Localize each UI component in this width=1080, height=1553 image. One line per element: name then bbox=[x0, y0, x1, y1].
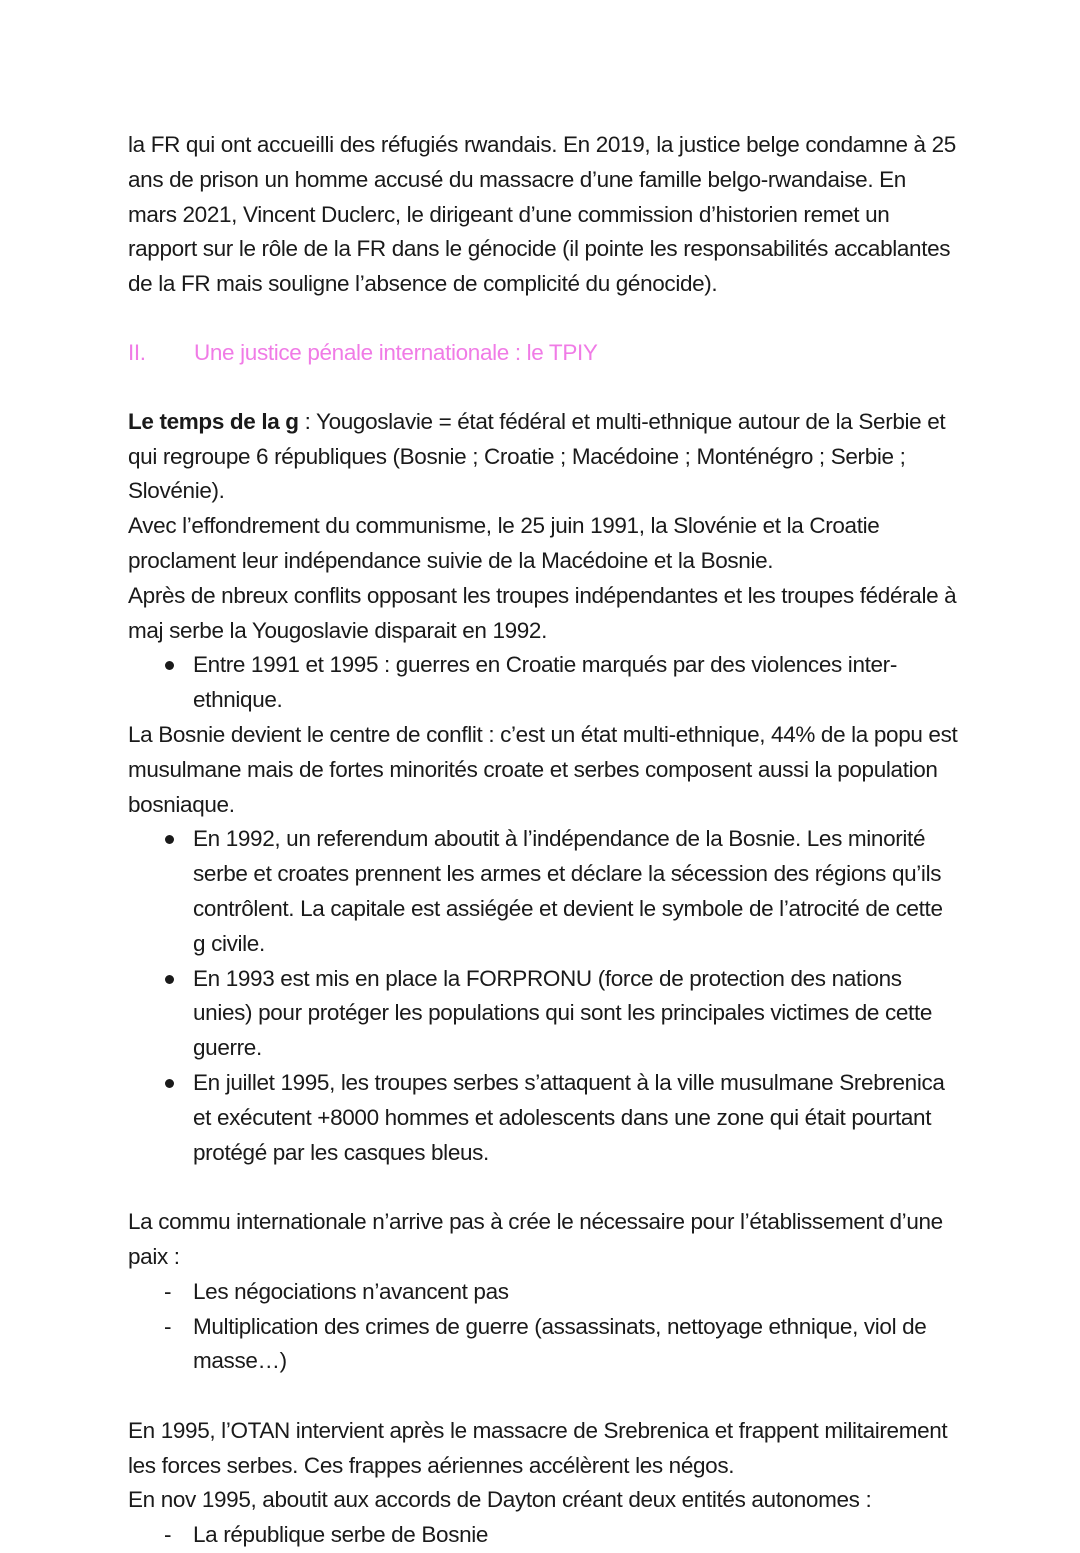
blank-line bbox=[128, 1170, 958, 1205]
list-item: En 1993 est mis en place la FORPRONU (force de protection des nations unies) pour protéger les populations qui sont les principales victimes de cette guerre. bbox=[128, 962, 958, 1066]
list-item: - La république serbe de Bosnie bbox=[128, 1518, 958, 1553]
list-item: Entre 1991 et 1995 : guerres en Croatie marqués par des violences inter-ethnique. bbox=[128, 648, 958, 718]
section-title: Une justice pénale internationale : le TPIY bbox=[194, 339, 598, 365]
conflicts-paragraph: Après de nbreux conflits opposant les troupes indépendantes et les troupes fédérale à maj serbe la Yougoslavie disparait en 1992. bbox=[128, 582, 957, 643]
commu-paragraph: La commu internationale n’arrive pas à crée le nécessaire pour l’établissement d’une paix : bbox=[128, 1209, 943, 1269]
croatia-bullet-list bbox=[128, 648, 958, 718]
section-heading bbox=[128, 336, 958, 371]
collapse-paragraph: Avec l’effondrement du communisme, le 25 juin 1991, la Slovénie et la Croatie proclament leur indépendance suivie de la Macédoine et la Bosnie. bbox=[128, 513, 880, 573]
list-item: - Multiplication des crimes de guerre (assassinats, nettoyage ethnique, viol de masse…) bbox=[128, 1310, 958, 1380]
document-page bbox=[128, 128, 958, 1553]
commu-dash-list bbox=[128, 1275, 958, 1379]
war-intro-text: : Yougoslavie = état fédéral et multi-ethnique autour de la Serbie et qui regroupe 6 républiques (Bosnie ; Croatie ; Macédoine ; Monténégro ; Serbie ; Slovénie). bbox=[128, 408, 946, 504]
section-number: II. bbox=[128, 339, 146, 365]
dayton-dash-list bbox=[128, 1518, 958, 1553]
otan-paragraph: En 1995, l’OTAN intervient après le massacre de Srebrenica et frappent militairement les forces serbes. Ces frappes aériennes accélèrent les négos. bbox=[128, 1417, 948, 1478]
list-item: - Les négociations n’avancent pas bbox=[128, 1275, 958, 1310]
war-lead-bold: Le temps de la g bbox=[128, 408, 299, 434]
blank-line bbox=[128, 1379, 958, 1414]
bosnia-paragraph: La Bosnie devient le centre de conflit : c’est un état multi-ethnique, 44% de la popu est musulmane mais de fortes minorités croate et serbes composent aussi la population bosniaque. bbox=[128, 721, 958, 817]
dayton-paragraph: En nov 1995, aboutit aux accords de Dayton créant deux entités autonomes : bbox=[128, 1487, 872, 1513]
intro-paragraph: la FR qui ont accueilli des réfugiés rwandais. En 2019, la justice belge condamne à 25 ans de prison un homme accusé du massacre d’une famille belgo-rwandaise. En mars 2021, Vincent Duclerc, le dirigeant d’une commission d’historien remet un rapport sur le rôle de la FR dans le génocide (il pointe les responsabilités accablantes de la FR mais souligne l’absence de complicité du génocide). bbox=[128, 132, 956, 297]
war-intro-paragraph bbox=[128, 405, 958, 509]
list-item: En juillet 1995, les troupes serbes s’attaquent à la ville musulmane Srebrenica et exécutent +8000 hommes et adolescents dans une zone qui était pourtant protégé par les casques bleus. bbox=[128, 1066, 958, 1170]
list-item: En 1992, un referendum aboutit à l’indépendance de la Bosnie. Les minorité serbe et croates prennent les armes et déclare la sécession des régions qu’ils contrôlent. La capitale est assiégée et devient le symbole de l’atrocité de cette g civile. bbox=[128, 822, 958, 961]
bosnia-bullet-list bbox=[128, 822, 958, 1170]
